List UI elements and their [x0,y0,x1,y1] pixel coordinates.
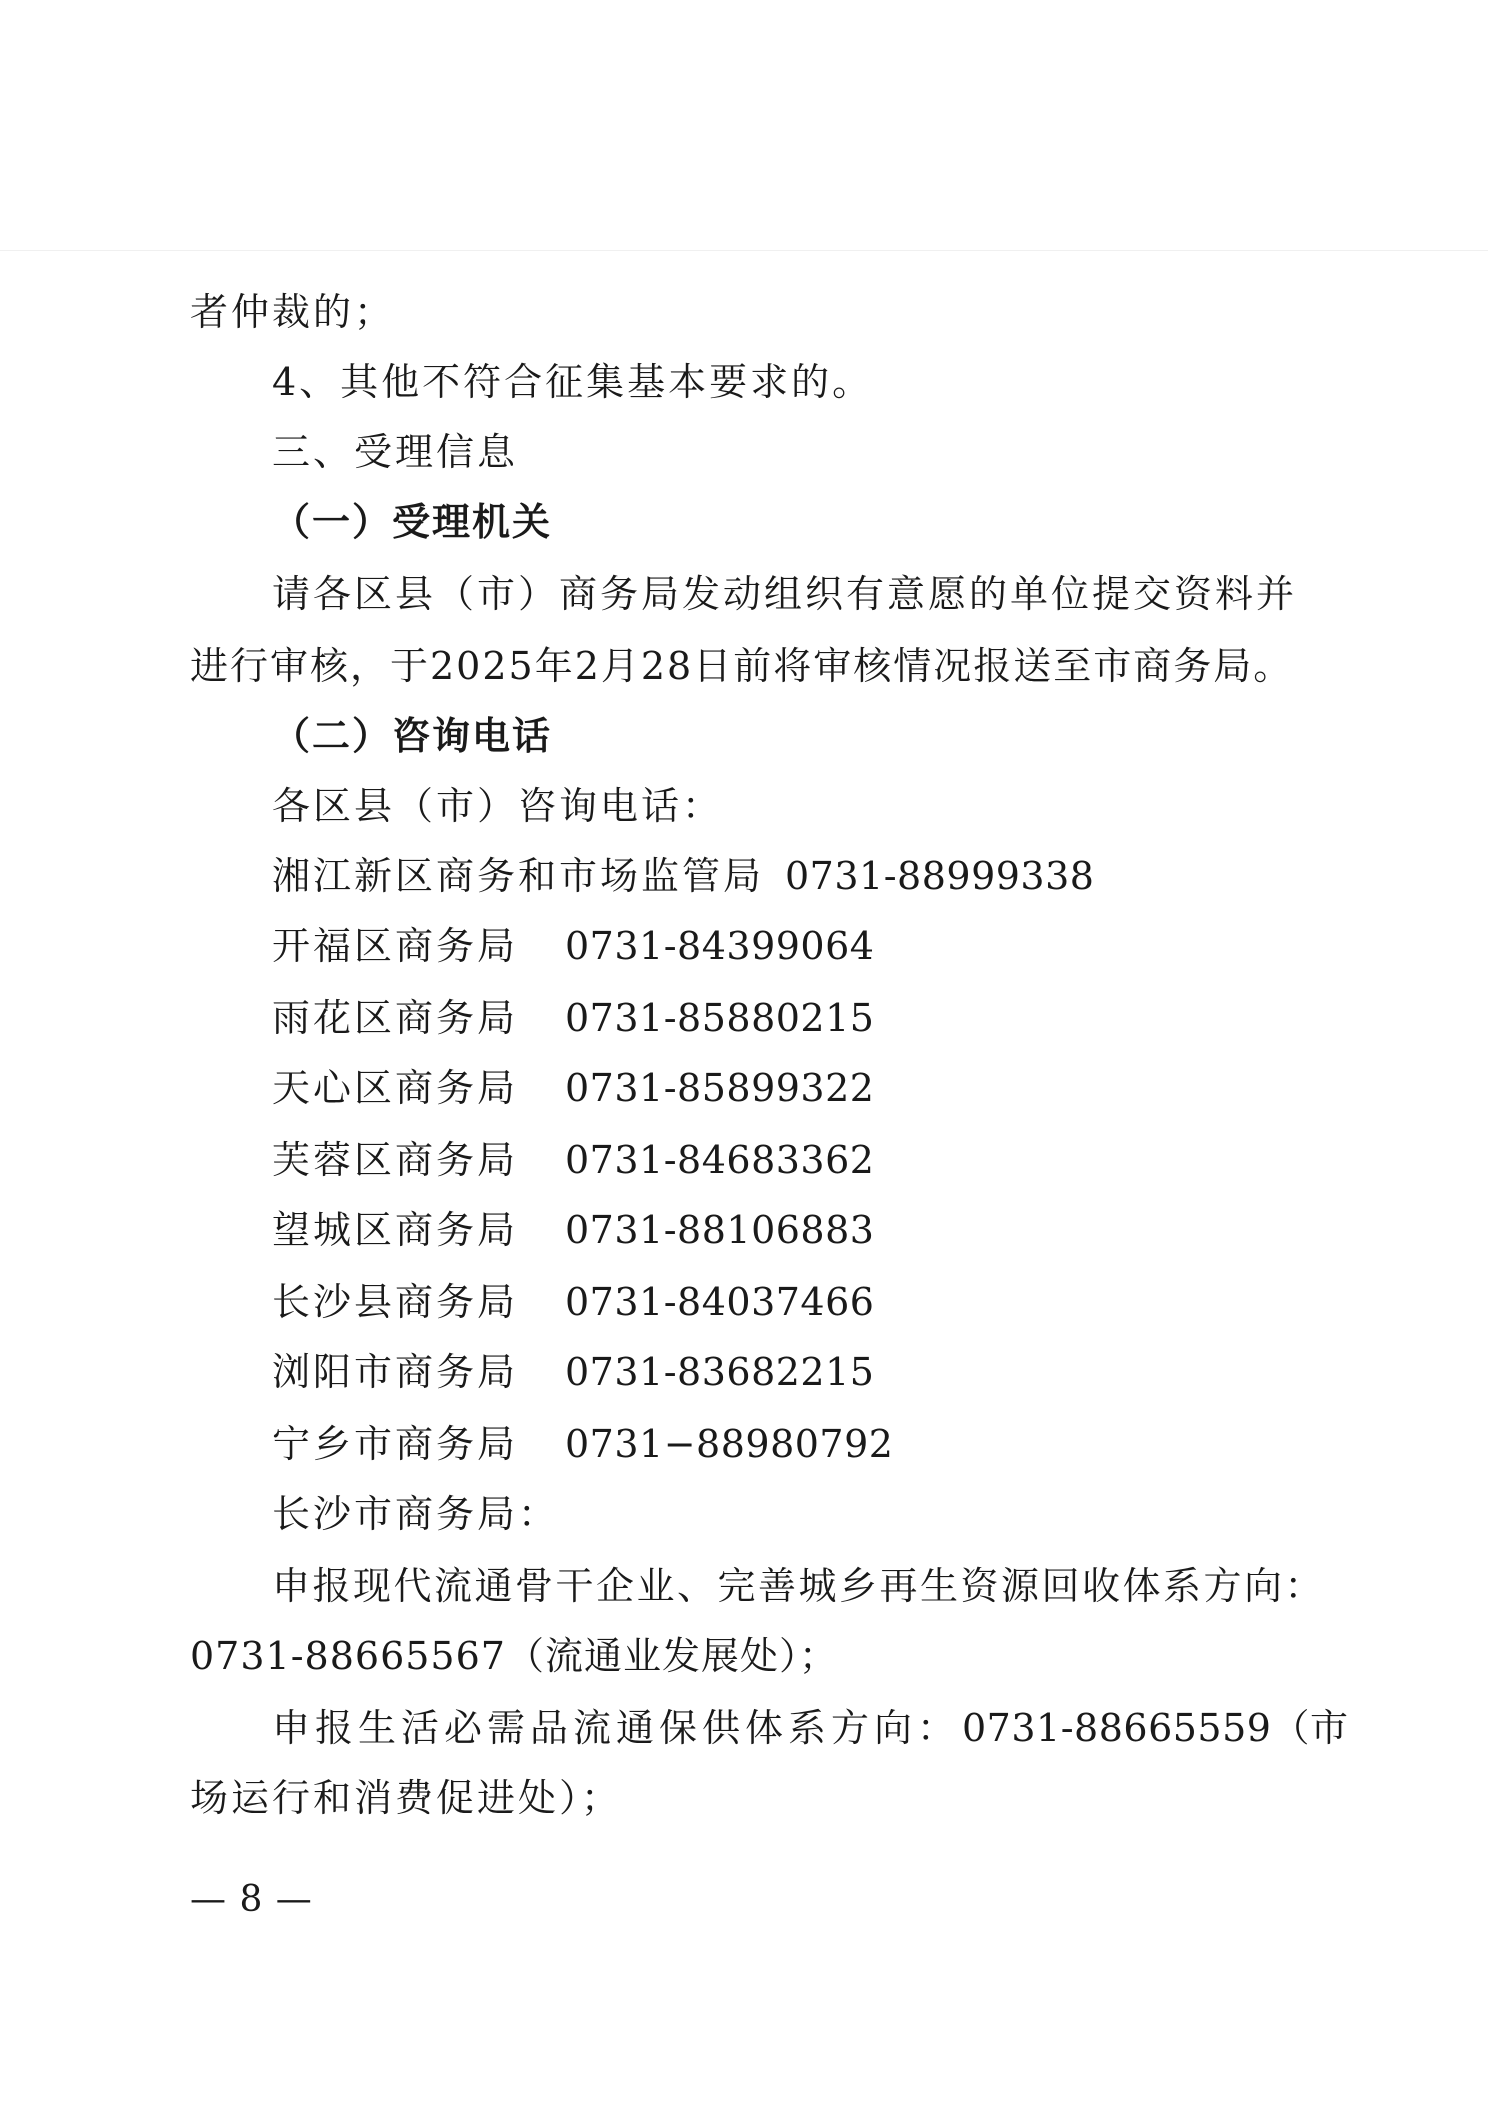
phone-number: 0731-88665559（市 [962,1706,1349,1750]
phone-number: 0731-84683362 [565,1138,875,1182]
list-item-4: 4、其他不符合征集基本要求的。 [272,360,874,404]
office-name: 宁乡市商务局 [272,1422,519,1466]
subsection-heading: （一）受理机关 [272,499,553,544]
office-name: 雨花区商务局 [272,996,519,1040]
phone-number: 0731-85899322 [565,1066,875,1110]
paragraph-line: 场运行和消费促进处）； [190,1776,623,1820]
office-name: 芙蓉区商务局 [272,1138,519,1182]
phone-number: 0731-85880215 [565,996,875,1040]
office-name: 天心区商务局 [272,1066,519,1110]
section-heading: 三、受理信息 [272,430,519,474]
paragraph-line: 进行审核，于2025年2月28日前将审核情况报送至市商务局。 [190,644,1294,688]
text-line: 者仲裁的； [190,290,396,334]
paragraph-line: 申报现代流通骨干企业、完善城乡再生资源回收体系方向： [272,1564,1326,1608]
paragraph-line: 0731-88665567（流通业发展处）； [190,1634,838,1678]
office-name: 开福区商务局 [272,924,519,968]
phone-number: 0731-84037466 [565,1280,875,1324]
text-line: 各区县（市）咨询电话： [272,784,724,828]
office-name: 望城区商务局 [272,1208,519,1252]
phone-number: 0731-88999338 [785,854,1095,898]
text-line: 长沙市商务局： [272,1492,560,1536]
phone-number: 0731-83682215 [565,1350,875,1394]
phone-number: 0731-84399064 [565,924,875,968]
office-name: 湘江新区商务和市场监管局 [272,854,765,898]
office-name: 长沙县商务局 [272,1280,519,1324]
scan-fold-line [0,250,1488,251]
subsection-heading: （二）咨询电话 [272,713,553,758]
phone-number: 0731−88980792 [565,1422,894,1466]
office-name: 浏阳市商务局 [272,1350,519,1394]
phone-number: 0731-88106883 [565,1208,875,1252]
paragraph-line: 请各区县（市）商务局发动组织有意愿的单位提交资料并 [272,572,1298,616]
paragraph-line: 申报生活必需品流通保供体系方向： [272,1706,961,1750]
page-number: — 8 — [190,1879,313,1920]
